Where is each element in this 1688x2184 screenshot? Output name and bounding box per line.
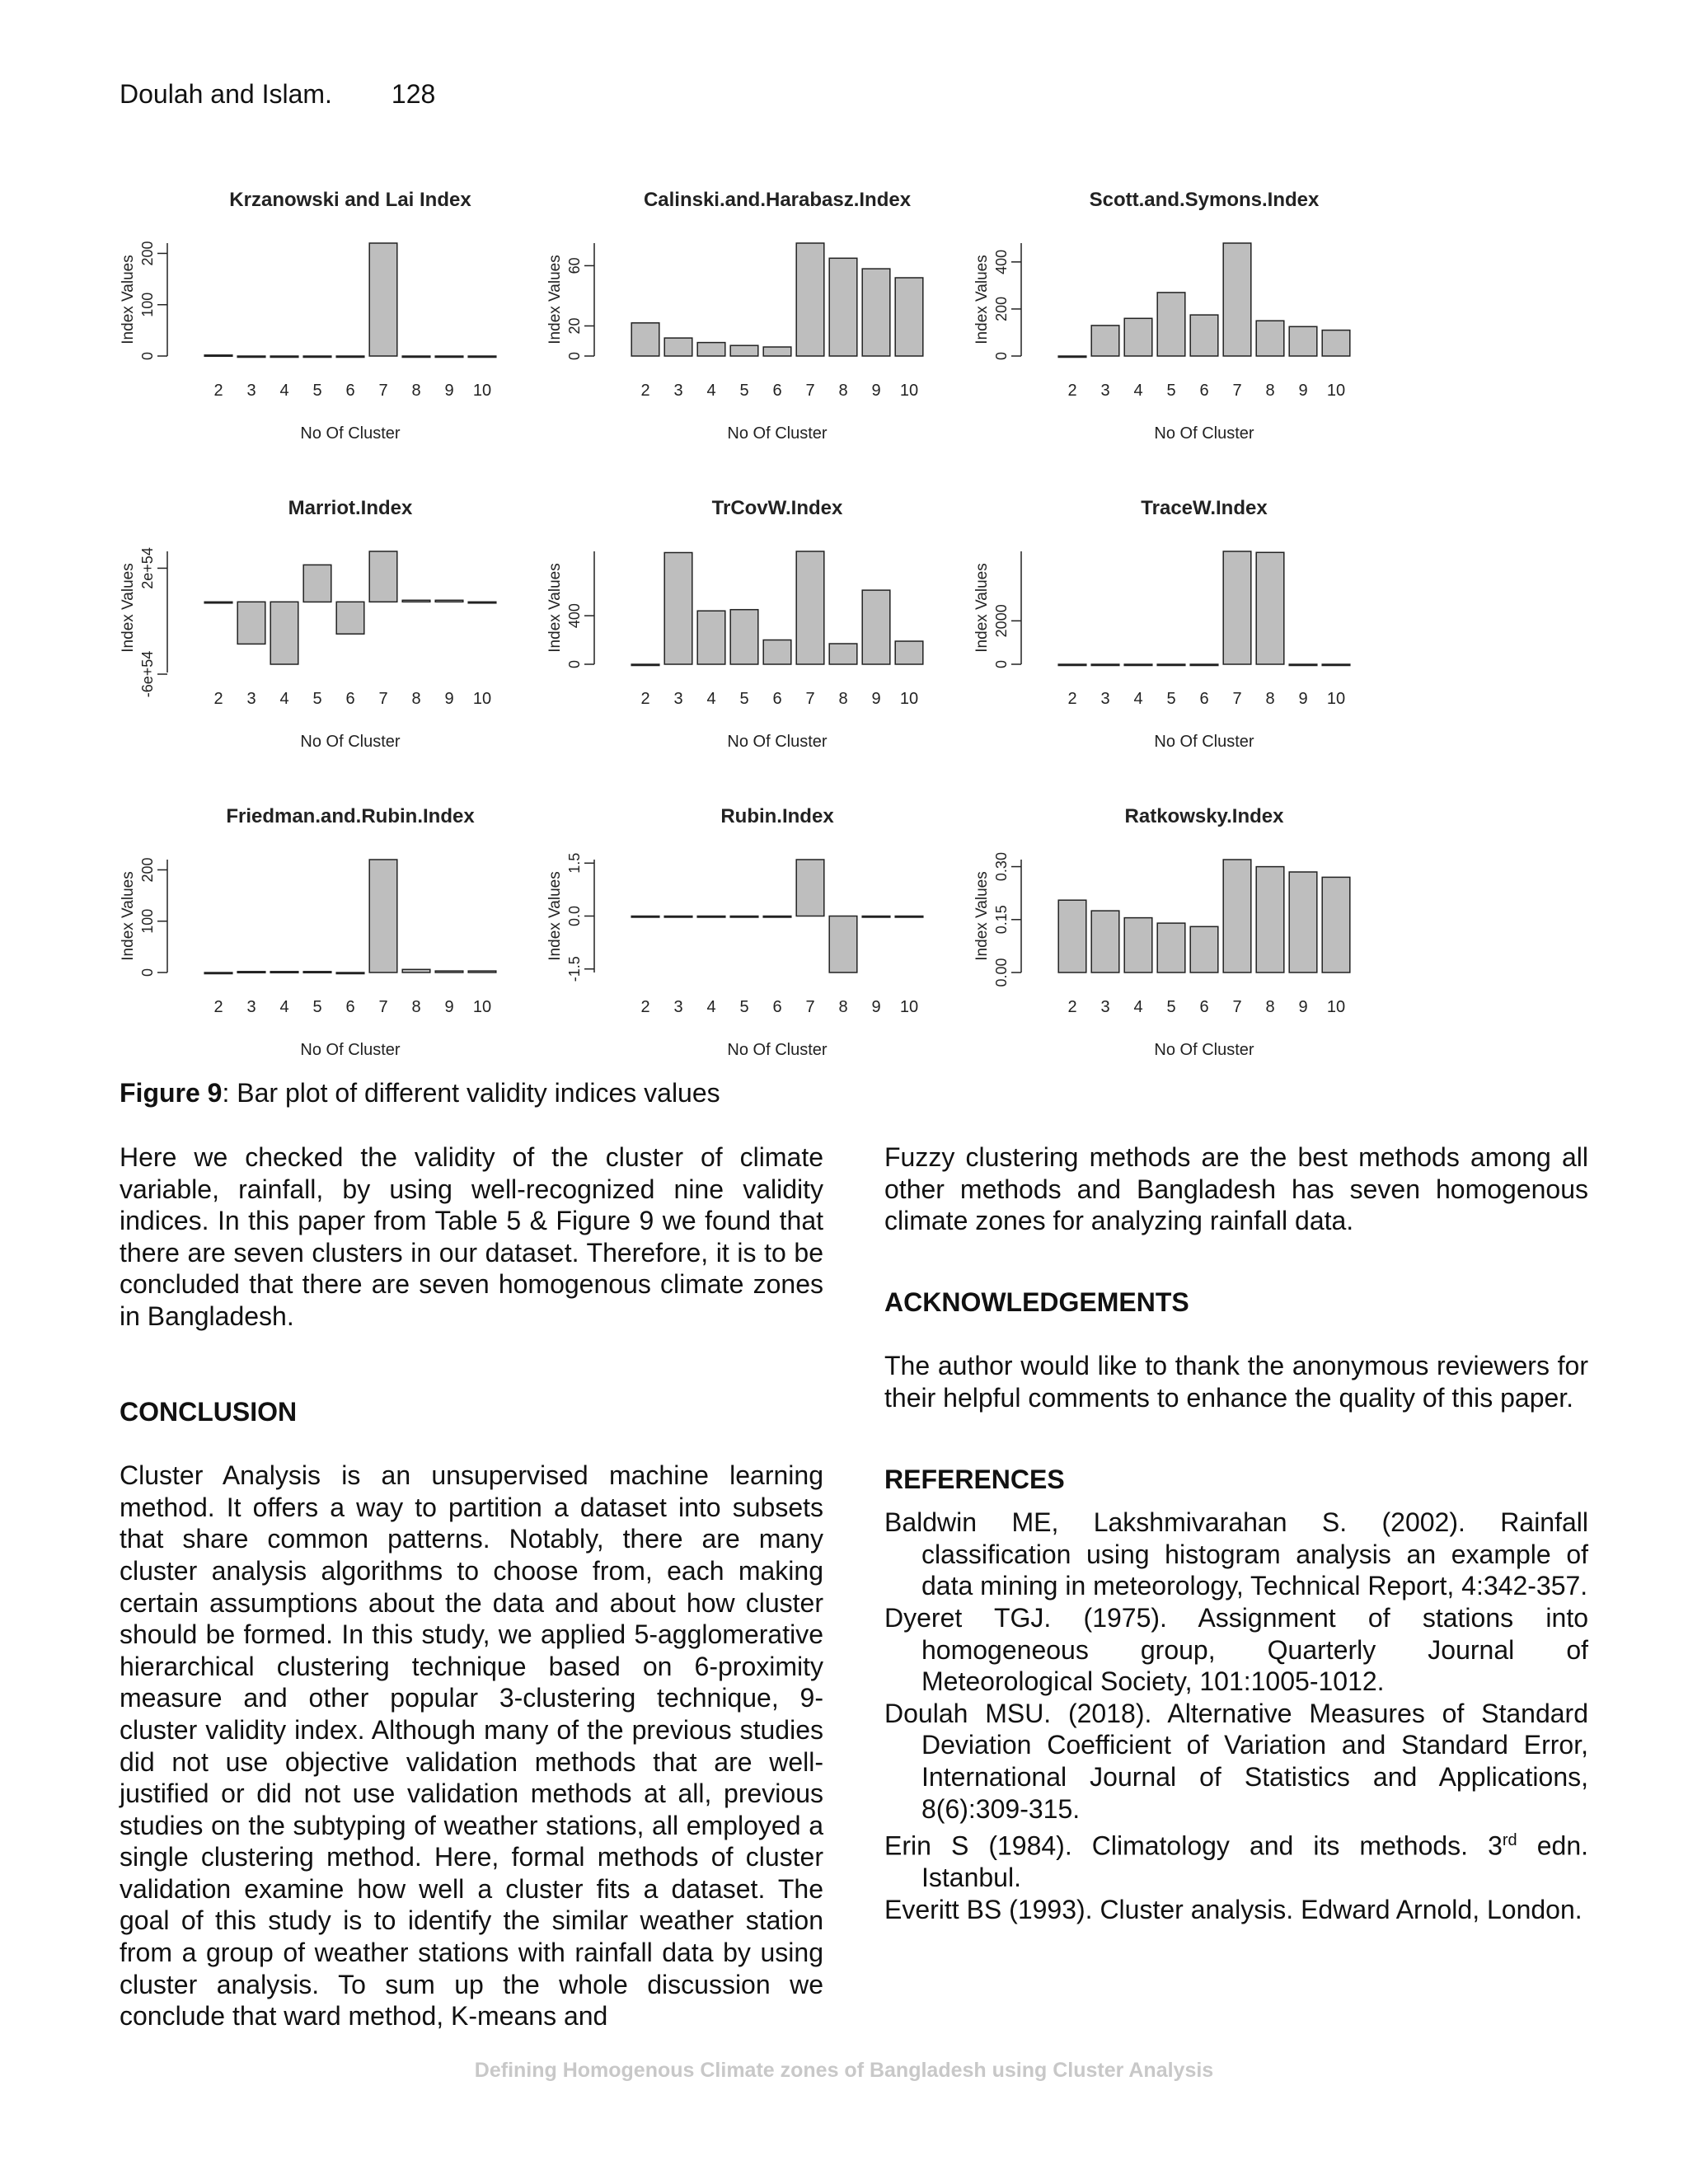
left-column xyxy=(120,1141,823,2032)
chart-title: Friedman.and.Rubin.Index xyxy=(226,805,475,827)
x-tick-label: 7 xyxy=(805,690,815,708)
x-tick-label: 9 xyxy=(871,382,881,400)
bar xyxy=(1190,315,1218,356)
bar xyxy=(1223,243,1251,356)
y-axis-label: Index Values xyxy=(120,871,137,961)
x-tick-label: 10 xyxy=(899,382,919,400)
x-tick-label: 9 xyxy=(444,690,454,708)
x-tick-label: 4 xyxy=(706,382,716,400)
chart-title: TraceW.Index xyxy=(1141,497,1268,519)
header-authors: Doulah and Islam. xyxy=(120,79,332,109)
bar-chart-panel xyxy=(973,805,1350,1059)
y-tick-label: 0 xyxy=(566,659,583,669)
bar xyxy=(270,356,298,358)
x-tick-label: 10 xyxy=(472,382,492,400)
bar xyxy=(1157,664,1185,666)
bar xyxy=(336,356,364,358)
page-number: 128 xyxy=(391,79,436,109)
chart-title: Ratkowsky.Index xyxy=(1124,805,1284,827)
bar xyxy=(895,278,923,356)
bar xyxy=(895,641,923,664)
bar xyxy=(303,972,331,973)
x-tick-label: 3 xyxy=(673,382,683,400)
reference-item: Baldwin ME, Lakshmivarahan S. (2002). Rainfall classification using histogram analysis an example of data mining in meteorology, Technical Report, 4:342-357. xyxy=(884,1507,1588,1601)
chart-title: TrCovW.Index xyxy=(711,497,843,519)
x-tick-label: 5 xyxy=(1166,690,1176,708)
bar-chart-panel xyxy=(546,497,923,751)
x-axis-label: No Of Cluster xyxy=(727,424,828,443)
x-tick-label: 10 xyxy=(1326,382,1346,400)
y-tick-label: 60 xyxy=(566,257,583,274)
x-axis-label: No Of Cluster xyxy=(300,1041,401,1059)
x-tick-label: 2 xyxy=(213,690,223,708)
x-tick-label: 6 xyxy=(772,998,782,1016)
conclusion-heading: CONCLUSION xyxy=(120,1396,298,1427)
y-tick-label: 20 xyxy=(566,317,583,335)
y-tick-label: 0 xyxy=(993,659,1010,669)
x-tick-label: 10 xyxy=(899,690,919,708)
bar xyxy=(204,355,232,357)
x-tick-label: 7 xyxy=(378,690,388,708)
x-tick-label: 5 xyxy=(312,998,322,1016)
x-tick-label: 4 xyxy=(706,690,716,708)
running-header xyxy=(120,79,435,110)
bar xyxy=(1223,551,1251,664)
x-tick-label: 9 xyxy=(871,998,881,1016)
bar xyxy=(1322,877,1350,972)
bar xyxy=(1058,900,1086,972)
x-tick-label: 6 xyxy=(345,690,355,708)
bar xyxy=(796,860,824,916)
bar xyxy=(1091,911,1119,972)
y-tick-label: 0.0 xyxy=(566,905,583,927)
x-tick-label: 7 xyxy=(1232,998,1242,1016)
bar xyxy=(1190,664,1218,666)
y-axis-label: Index Values xyxy=(546,255,564,344)
bar xyxy=(730,916,758,918)
y-tick-label: 400 xyxy=(993,249,1010,274)
x-tick-label: 8 xyxy=(1265,690,1275,708)
bar xyxy=(237,356,265,358)
bar xyxy=(468,971,496,972)
x-tick-label: 4 xyxy=(279,382,289,400)
bar xyxy=(1256,321,1284,356)
bar xyxy=(829,644,857,664)
x-tick-label: 4 xyxy=(279,690,289,708)
figure-caption-label: Figure 9 xyxy=(120,1078,223,1108)
x-tick-label: 8 xyxy=(411,690,421,708)
chart-title: Krzanowski and Lai Index xyxy=(229,189,471,211)
bar xyxy=(1091,326,1119,356)
x-tick-label: 2 xyxy=(213,382,223,400)
x-tick-label: 2 xyxy=(213,998,223,1016)
x-tick-label: 8 xyxy=(1265,382,1275,400)
x-tick-label: 2 xyxy=(1067,382,1077,400)
x-tick-label: 10 xyxy=(1326,998,1346,1016)
x-tick-label: 6 xyxy=(1199,382,1209,400)
x-tick-label: 10 xyxy=(472,998,492,1016)
y-axis-label: Index Values xyxy=(120,255,137,344)
bar-chart-panel xyxy=(120,497,496,751)
chart-title: Scott.and.Symons.Index xyxy=(1089,189,1320,211)
x-tick-label: 9 xyxy=(1298,998,1308,1016)
bar xyxy=(763,347,791,356)
bar xyxy=(1289,872,1317,972)
x-tick-label: 5 xyxy=(312,690,322,708)
bar xyxy=(862,590,890,664)
x-tick-label: 3 xyxy=(673,690,683,708)
y-tick-label: 100 xyxy=(139,292,156,317)
y-axis-label: Index Values xyxy=(973,563,991,653)
y-tick-label: 200 xyxy=(139,857,156,883)
x-axis-label: No Of Cluster xyxy=(300,424,401,443)
x-tick-label: 3 xyxy=(246,998,256,1016)
x-tick-label: 9 xyxy=(871,690,881,708)
bar xyxy=(1256,867,1284,972)
y-tick-label: 2000 xyxy=(993,604,1010,638)
x-axis-label: No Of Cluster xyxy=(727,733,828,751)
y-tick-label: -1.5 xyxy=(566,956,583,982)
bar xyxy=(631,323,659,356)
x-tick-label: 2 xyxy=(640,382,650,400)
bar xyxy=(402,600,430,602)
bar xyxy=(796,551,824,664)
x-tick-label: 2 xyxy=(640,998,650,1016)
y-tick-label: 0.00 xyxy=(993,958,1010,987)
x-axis-label: No Of Cluster xyxy=(1154,1041,1254,1059)
x-axis-label: No Of Cluster xyxy=(1154,424,1254,443)
bar xyxy=(402,356,430,358)
reference-item xyxy=(884,1825,1588,1894)
x-tick-label: 7 xyxy=(378,382,388,400)
y-axis-label: Index Values xyxy=(973,871,991,961)
bar xyxy=(664,916,692,918)
x-tick-label: 7 xyxy=(805,382,815,400)
bar xyxy=(336,602,364,634)
bar xyxy=(1223,860,1251,972)
x-tick-label: 2 xyxy=(1067,998,1077,1016)
x-tick-label: 7 xyxy=(378,998,388,1016)
y-tick-label: 0 xyxy=(993,351,1010,361)
x-tick-label: 5 xyxy=(739,382,749,400)
bar xyxy=(435,971,463,972)
running-footer: Defining Homogenous Climate zones of Bangladesh using Cluster Analysis xyxy=(474,2059,1214,2082)
x-tick-label: 8 xyxy=(838,382,848,400)
x-tick-label: 10 xyxy=(472,690,492,708)
x-tick-label: 3 xyxy=(1100,998,1110,1016)
y-tick-label: 0 xyxy=(139,351,156,361)
reference-list xyxy=(884,1507,1588,1925)
x-tick-label: 8 xyxy=(1265,998,1275,1016)
bar xyxy=(730,610,758,664)
bar-chart-panel xyxy=(973,497,1350,751)
x-tick-label: 5 xyxy=(1166,382,1176,400)
x-tick-label: 4 xyxy=(1133,382,1143,400)
conclusion-continued-paragraph: Fuzzy clustering methods are the best methods among all other methods and Bangladesh has seven homogenous climate zones for analyzing rainfall data. xyxy=(884,1142,1588,1236)
x-tick-label: 2 xyxy=(1067,690,1077,708)
x-tick-label: 10 xyxy=(1326,690,1346,708)
bar xyxy=(697,343,725,356)
x-tick-label: 7 xyxy=(1232,690,1242,708)
y-tick-label: 100 xyxy=(139,908,156,934)
x-tick-label: 3 xyxy=(246,690,256,708)
bar-chart-panel xyxy=(973,189,1350,443)
bar xyxy=(1322,330,1350,356)
x-tick-label: 6 xyxy=(1199,998,1209,1016)
x-tick-label: 7 xyxy=(1232,382,1242,400)
bar xyxy=(763,640,791,665)
reference-text: edn. Istanbul. xyxy=(921,1830,1589,1893)
bar xyxy=(1124,918,1152,972)
bar xyxy=(237,602,265,644)
figure-9-bar-plots xyxy=(120,165,1356,1080)
bar xyxy=(369,551,397,602)
bar xyxy=(1190,926,1218,972)
bar xyxy=(796,243,824,356)
reference-superscript: rd xyxy=(1502,1831,1517,1850)
bar xyxy=(303,356,331,358)
x-tick-label: 8 xyxy=(838,998,848,1016)
bar-chart-panel xyxy=(120,189,496,443)
figure-caption-text: : Bar plot of different validity indices values xyxy=(222,1078,720,1108)
y-axis-label: Index Values xyxy=(120,563,137,653)
chart-title: Rubin.Index xyxy=(720,805,834,827)
bar-chart-panel xyxy=(120,805,496,1059)
bar xyxy=(1157,923,1185,972)
x-tick-label: 9 xyxy=(1298,690,1308,708)
x-tick-label: 6 xyxy=(772,382,782,400)
bar-chart-panel xyxy=(546,189,923,443)
references-heading: REFERENCES xyxy=(884,1464,1065,1494)
y-axis-label: Index Values xyxy=(973,255,991,344)
x-tick-label: 9 xyxy=(1298,382,1308,400)
chart-title: Marriot.Index xyxy=(288,497,413,519)
bar xyxy=(237,972,265,973)
bar xyxy=(730,345,758,356)
x-axis-label: No Of Cluster xyxy=(727,1041,828,1059)
bar xyxy=(829,258,857,356)
x-axis-label: No Of Cluster xyxy=(1154,733,1254,751)
x-tick-label: 3 xyxy=(1100,690,1110,708)
bar xyxy=(1124,318,1152,356)
x-tick-label: 3 xyxy=(246,382,256,400)
bar xyxy=(435,356,463,358)
acknowledgements-heading: ACKNOWLEDGEMENTS xyxy=(884,1286,1189,1317)
x-tick-label: 4 xyxy=(279,998,289,1016)
y-tick-label: 2e+54 xyxy=(139,547,156,589)
y-axis-label: Index Values xyxy=(546,871,564,961)
x-tick-label: 5 xyxy=(739,690,749,708)
x-tick-label: 6 xyxy=(345,998,355,1016)
y-axis-label: Index Values xyxy=(546,563,564,653)
bar xyxy=(402,969,430,972)
bar xyxy=(1058,356,1086,358)
reference-item: Doulah MSU. (2018). Alternative Measures of Standard Deviation Coefficient of Variation and Standard Error, International Journal of Statistics and Applications, 8(6):309-315. xyxy=(884,1698,1588,1824)
bar xyxy=(1322,664,1350,666)
x-tick-label: 4 xyxy=(1133,998,1143,1016)
conclusion-paragraph: Cluster Analysis is an unsupervised machine learning method. It offers a way to partition a dataset into subsets that share common patterns. Notably, there are many cluster analysis algorithms to choose from, each making certain assumptions about the data and about how cluster should be formed. In this study, we applied 5-agglomerative hierarchical clustering technique based on 6-proximity measure and other popular 3-clustering technique, 9- cluster validity index. Although many of the previous studies did not use objective validation methods that are well-justified or did not use validation methods at all, previous studies on the subtyping of weather stations, all employed a single clustering method. Here, formal methods of cluster validation examine how well a cluster fits a dataset. The goal of this study is to identify the similar weather station from a group of weather stations with rainfall data by using cluster analysis. To sum up the whole discussion we conclude that ward method, K-means and xyxy=(120,1460,823,2032)
x-tick-label: 6 xyxy=(345,382,355,400)
y-tick-label: 1.5 xyxy=(566,852,583,874)
x-tick-label: 2 xyxy=(640,690,650,708)
bar xyxy=(204,602,232,603)
bar xyxy=(631,916,659,918)
x-tick-label: 5 xyxy=(739,998,749,1016)
bar xyxy=(468,602,496,603)
bar xyxy=(336,972,364,974)
figure-caption xyxy=(120,1078,720,1108)
bar xyxy=(1091,664,1119,666)
bar xyxy=(763,916,791,918)
x-tick-label: 10 xyxy=(899,998,919,1016)
bar xyxy=(1124,664,1152,666)
y-tick-label: 0.30 xyxy=(993,852,1010,882)
x-tick-label: 5 xyxy=(1166,998,1176,1016)
bar xyxy=(664,553,692,665)
reference-item: Dyeret TGJ. (1975). Assignment of stations into homogeneous group, Quarterly Journal of Meteorological Society, 101:1005-1012. xyxy=(884,1602,1588,1697)
x-tick-label: 4 xyxy=(1133,690,1143,708)
y-tick-label: 0.15 xyxy=(993,905,1010,935)
x-tick-label: 8 xyxy=(411,998,421,1016)
y-tick-label: 400 xyxy=(566,603,583,629)
bar xyxy=(631,664,659,666)
bar xyxy=(862,916,890,918)
bar xyxy=(369,243,397,356)
results-paragraph: Here we checked the validity of the cluster of climate variable, rainfall, by using well-recognized nine validity indices. In this paper from Table 5 & Figure 9 we found that there are seven clusters in our dataset. Therefore, it is to be concluded that there are seven homogenous climate zones in Bangladesh. xyxy=(120,1142,823,1331)
bar xyxy=(468,356,496,358)
x-tick-label: 5 xyxy=(312,382,322,400)
bar xyxy=(1289,664,1317,666)
bar xyxy=(1289,326,1317,356)
x-tick-label: 3 xyxy=(673,998,683,1016)
bar xyxy=(303,565,331,602)
bar xyxy=(270,602,298,664)
bar xyxy=(697,916,725,918)
y-tick-label: -6e+54 xyxy=(139,650,156,698)
bar xyxy=(697,611,725,664)
bar xyxy=(369,860,397,972)
right-column xyxy=(884,1141,1588,1926)
bar xyxy=(1157,293,1185,356)
bar xyxy=(270,972,298,973)
y-tick-label: 0 xyxy=(139,968,156,977)
y-tick-label: 200 xyxy=(993,296,1010,321)
y-tick-label: 200 xyxy=(139,241,156,266)
x-tick-label: 9 xyxy=(444,382,454,400)
bar xyxy=(1256,552,1284,664)
y-tick-label: 0 xyxy=(566,351,583,361)
bar-chart-panel xyxy=(546,805,923,1059)
x-tick-label: 8 xyxy=(838,690,848,708)
x-tick-label: 6 xyxy=(1199,690,1209,708)
x-tick-label: 3 xyxy=(1100,382,1110,400)
x-tick-label: 4 xyxy=(706,998,716,1016)
bar xyxy=(664,338,692,356)
acknowledgements-paragraph: The author would like to thank the anonymous reviewers for their helpful comments to enhance the quality of this paper. xyxy=(884,1351,1588,1413)
bar xyxy=(862,269,890,356)
chart-title: Calinski.and.Harabasz.Index xyxy=(643,189,912,211)
x-tick-label: 6 xyxy=(772,690,782,708)
x-tick-label: 7 xyxy=(805,998,815,1016)
bar xyxy=(204,972,232,974)
x-axis-label: No Of Cluster xyxy=(300,733,401,751)
x-tick-label: 8 xyxy=(411,382,421,400)
bar xyxy=(895,916,923,918)
bar xyxy=(829,916,857,973)
bar xyxy=(435,600,463,602)
reference-text: Erin S (1984). Climatology and its methods. 3 xyxy=(884,1830,1503,1861)
x-tick-label: 9 xyxy=(444,998,454,1016)
reference-item: Everitt BS (1993). Cluster analysis. Edward Arnold, London. xyxy=(884,1894,1582,1924)
bar xyxy=(1058,664,1086,666)
